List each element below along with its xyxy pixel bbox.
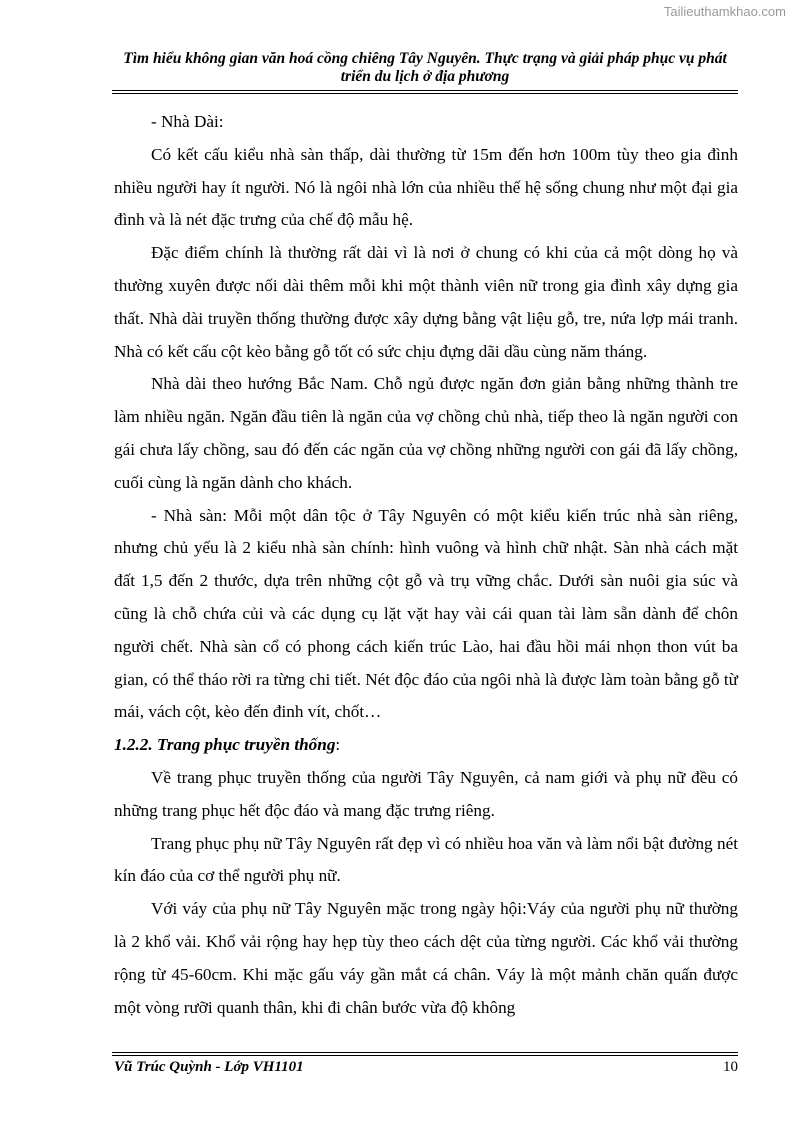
paragraph: Về trang phục truyền thống của người Tây Nguyên, cả nam giới và phụ nữ đều có những trang phục hết độc đáo và mang đặc trưng riêng. — [114, 767, 738, 820]
header-divider — [112, 90, 738, 91]
paragraph: - Nhà Dài: — [151, 112, 224, 131]
footer-divider — [112, 1052, 738, 1053]
page-number: 10 — [723, 1059, 738, 1075]
page-header-title: Tìm hiểu không gian văn hoá cồng chiêng Tây Nguyên. Thực trạng và giải pháp phục vụ phát triển du lịch ở địa phương — [123, 50, 727, 85]
paragraph: Trang phục phụ nữ Tây Nguyên rất đẹp vì có nhiều hoa văn và làm nổi bật đường nét kín đáo của cơ thể người phụ nữ. — [114, 833, 738, 886]
section-heading-text: 1.2.2. Trang phục truyền thống — [114, 735, 336, 755]
paragraph: Nhà dài theo hướng Bắc Nam. Chỗ ngủ được ngăn đơn giản bằng những thành tre làm nhiều ngăn. Ngăn đầu tiên là ngăn của vợ chồng chủ nhà, tiếp theo là ngăn người con gái chưa lấy chồng, sau đó đến các ngăn của vợ chồng những người con gái đã lấy chồng, cuối cùng là ngăn dành cho khách. — [114, 374, 738, 492]
paragraph: - Nhà sàn: Mỗi một dân tộc ở Tây Nguyên có một kiểu kiến trúc nhà sàn riêng, nhưng chủ yếu là 2 kiểu nhà sàn chính: hình vuông và hình chữ nhật. Sàn nhà cách mặt đất 1,5 đến 2 thước, dựa trên những cột gỗ và trụ vững chắc. Dưới sàn nuôi gia súc và cũng là chỗ chứa củi và các dụng cụ lặt vặt hay vài cái quan tài làm sẵn dành để chôn người chết. Nhà sàn cổ có phong cách kiến trúc Lào, hai đầu hồi mái nhọn thon vút ba gian, có thể tháo rời ra từng chi tiết. Nét độc đáo của ngôi nhà là được làm toàn bằng gỗ từ mái, vách cột, kèo đến đinh vít, chốt… — [114, 505, 738, 722]
footer-divider-secondary — [112, 1055, 738, 1056]
document-body — [114, 106, 738, 1024]
footer-author: Vũ Trúc Quỳnh - Lớp VH1101 — [114, 1059, 304, 1075]
watermark: Tailieuthamkhao.com — [663, 4, 786, 19]
paragraph: Đặc điểm chính là thường rất dài vì là nơi ở chung có khi của cả một dòng họ và thường xuyên được nối dài thêm mỗi khi một thành viên nữ trong gia đình xây dựng gia thất. Nhà dài truyền thống thường được xây dựng bằng vật liệu gỗ, tre, nứa lợp mái tranh. Nhà có kết cấu cột kèo bằng gỗ tốt có sức chịu đựng dãi dầu cùng năm tháng. — [114, 243, 738, 361]
section-heading — [114, 729, 738, 762]
section-heading-colon: : — [335, 735, 341, 755]
paragraph: Với váy của phụ nữ Tây Nguyên mặc trong ngày hội:Váy của người phụ nữ thường là 2 khổ vải. Khổ vải rộng hay hẹp tùy theo cách dệt của từng người. Các khổ vải thường rộng từ 45-60cm. Khi mặc gấu váy gần mắt cá chân. Váy là một mảnh chăn quấn được một vòng rưỡi quanh thân, khi đi chân bước vừa độ không — [114, 899, 738, 1017]
header-divider-secondary — [112, 93, 738, 94]
paragraph: Có kết cấu kiểu nhà sàn thấp, dài thường từ 15m đến hơn 100m tùy theo gia đình nhiều người hay ít người. Nó là ngôi nhà lớn của nhiều thế hệ sống chung như một đại gia đình và là nét đặc trưng của chế độ mẫu hệ. — [114, 144, 738, 230]
